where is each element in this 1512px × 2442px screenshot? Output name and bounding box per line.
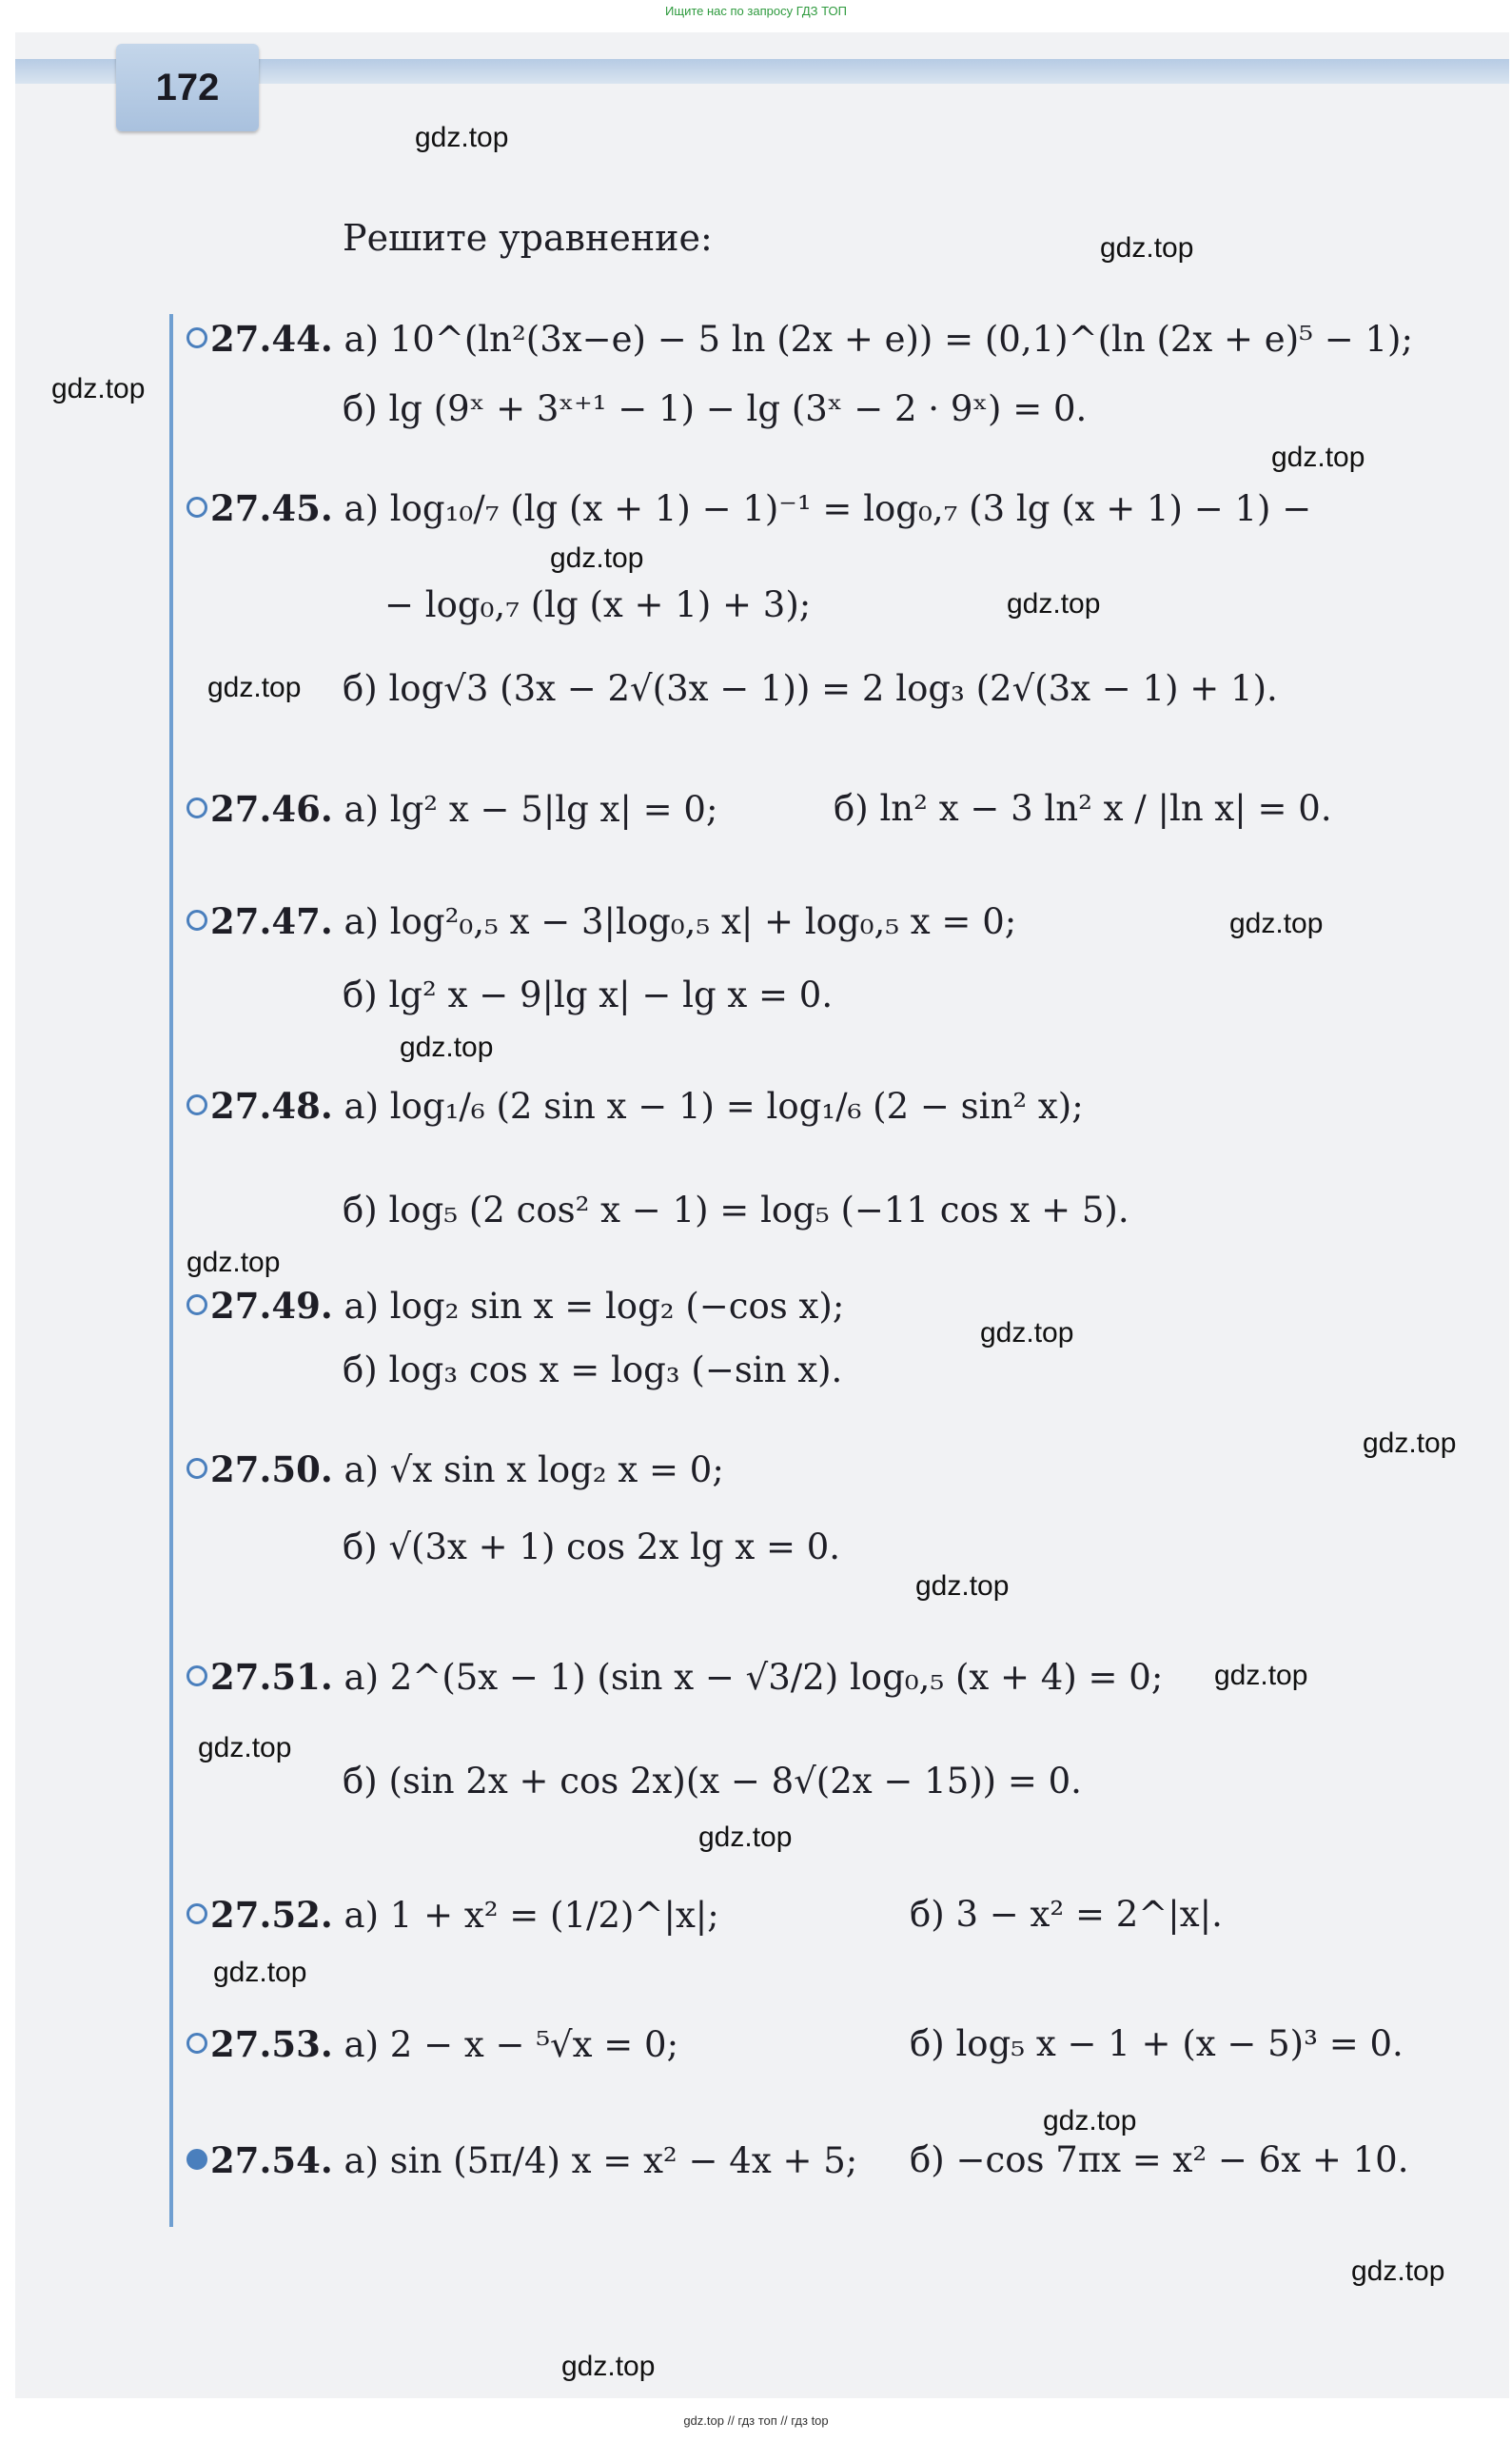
watermark: gdz.top [187,1247,281,1278]
task-number: 27.54. [187,2139,333,2181]
task-27-48 [187,1085,1084,1127]
task-27-52-b: б) 3 − x² = 2^|x|. [910,1894,1223,1935]
top-note: Ищите нас по запросу ГДЗ ТОП [665,4,847,18]
watermark: gdz.top [1214,1660,1308,1691]
watermark: gdz.top [1100,232,1194,264]
task-number: 27.44. [187,318,333,360]
task-27-49 [187,1285,844,1327]
watermark: gdz.top [698,1822,793,1853]
task-a: а) 10^(ln²(3x−e) − 5 ln (2x + e)) = (0,1)^(ln (2x + e)⁵ − 1); [344,319,1413,360]
watermark: gdz.top [1229,908,1324,939]
task-number: 27.51. [187,1656,333,1698]
task-number: 27.52. [187,1894,333,1936]
task-a: а) 2 − x − ⁵√x = 0; [344,2024,679,2065]
task-27-44-b: б) lg (9ˣ + 3ˣ⁺¹ − 1) − lg (3ˣ − 2 · 9ˣ) = 0. [343,388,1088,429]
task-number: 27.45. [187,487,333,529]
watermark: gdz.top [1043,2105,1137,2137]
watermark: gdz.top [915,1570,1010,1602]
task-27-45-a-cont: − log₀,₇ (lg (x + 1) + 3); [384,584,812,625]
watermark: gdz.top [51,373,146,404]
task-a: а) lg² x − 5|lg x| = 0; [344,789,718,830]
task-27-53-b: б) log₅ x − 1 + (x − 5)³ = 0. [910,2023,1404,2064]
task-27-50 [187,1448,724,1490]
task-27-54 [187,2139,857,2181]
task-a: а) log₁₀/₇ (lg (x + 1) − 1)⁻¹ = log₀,₇ (3 lg (x + 1) − 1) − [344,488,1312,529]
watermark: gdz.top [550,542,644,574]
section-heading: Решите уравнение: [343,217,713,259]
task-27-50-b: б) √(3x + 1) cos 2x lg x = 0. [343,1526,841,1567]
task-27-47 [187,900,1016,942]
task-number: 27.49. [187,1285,333,1327]
task-a: а) log₂ sin x = log₂ (−cos x); [344,1286,845,1327]
task-27-45-b: б) log√3 (3x − 2√(3x − 1)) = 2 log₃ (2√(3x − 1) + 1). [343,668,1278,709]
task-27-49-b: б) log₃ cos x = log₃ (−sin x). [343,1349,843,1390]
task-27-53 [187,2023,678,2065]
task-a: а) sin (5π/4) x = x² − 4x + 5; [344,2140,858,2181]
task-27-45 [187,487,1311,529]
watermark: gdz.top [1351,2255,1445,2287]
task-a: а) log²₀,₅ x − 3|log₀,₅ x| + log₀,₅ x = 0; [344,901,1017,942]
task-number: 27.48. [187,1085,333,1127]
task-27-51-b: б) (sin 2x + cos 2x)(x − 8√(2x − 15)) = 0. [343,1761,1082,1802]
watermark: gdz.top [561,2351,656,2382]
task-number: 27.53. [187,2023,333,2065]
task-27-44 [187,318,1413,360]
task-a: а) log₁/₆ (2 sin x − 1) = log₁/₆ (2 − sin² x); [344,1086,1084,1127]
task-27-52 [187,1894,719,1936]
task-number: 27.50. [187,1448,333,1490]
watermark: gdz.top [400,1032,494,1063]
task-27-54-b: б) −cos 7πx = x² − 6x + 10. [910,2139,1409,2180]
task-a: а) √x sin x log₂ x = 0; [344,1449,724,1490]
task-27-46 [187,788,717,830]
task-a: а) 2^(5x − 1) (sin x − √3/2) log₀,₅ (x + 4) = 0; [344,1657,1164,1698]
watermark: gdz.top [980,1317,1074,1349]
watermark: gdz.top [207,672,302,703]
watermark: gdz.top [213,1957,307,1988]
watermark: gdz.top [1007,588,1101,620]
task-number: 27.46. [187,788,333,830]
margin-bar [169,314,173,2227]
task-27-46-b: б) ln² x − 3 ln² x / |ln x| = 0. [834,788,1332,829]
watermark: gdz.top [198,1732,292,1763]
watermark: gdz.top [415,122,509,153]
watermark: gdz.top [1363,1428,1457,1459]
task-a: а) 1 + x² = (1/2)^|x|; [344,1895,719,1936]
watermark: gdz.top [1271,442,1365,473]
task-27-48-b: б) log₅ (2 cos² x − 1) = log₅ (−11 cos x + 5). [343,1190,1129,1231]
task-number: 27.47. [187,900,333,942]
task-27-47-b: б) lg² x − 9|lg x| − lg x = 0. [343,975,834,1015]
page-number: 172 [116,44,259,131]
footer-note: gdz.top // гдз топ // гдз top [683,2413,829,2428]
task-27-51 [187,1656,1163,1698]
